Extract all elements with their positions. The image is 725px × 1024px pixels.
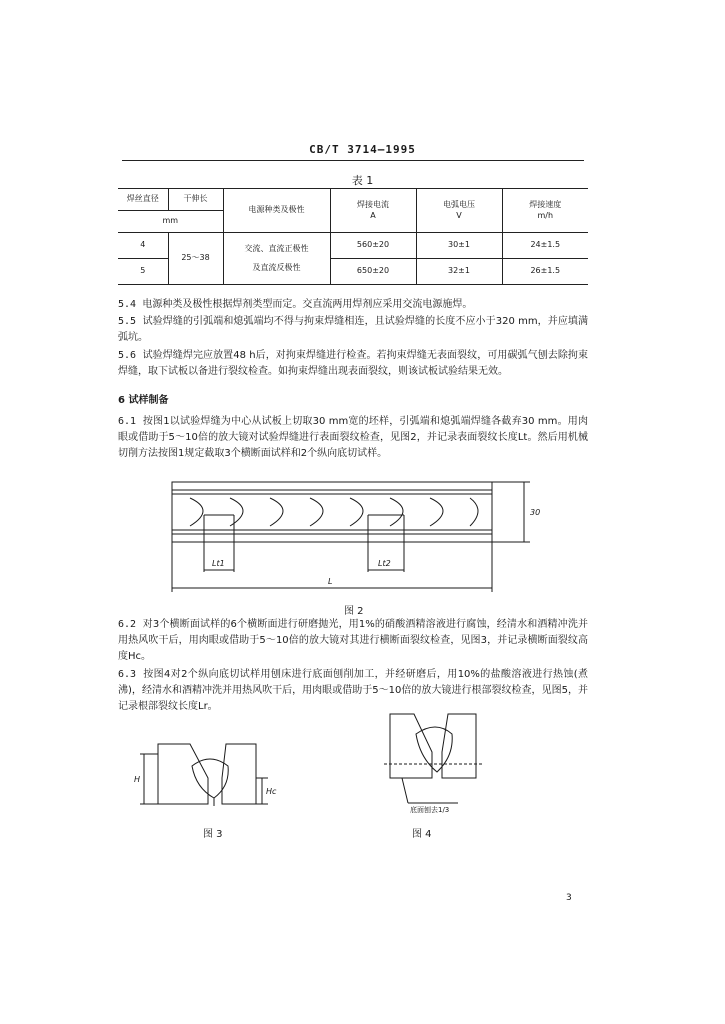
col-header-speed-unit: m/h — [537, 210, 554, 220]
standard-header: CB/T 3714—1995 — [309, 143, 416, 156]
page-number: 3 — [566, 893, 572, 903]
table-1 — [118, 188, 588, 285]
cell-power — [223, 233, 330, 285]
fig2-label-lt2: Lt2 — [378, 559, 391, 568]
cell-speed-2: 26±1.5 — [502, 259, 588, 285]
table1-caption: 表 1 — [351, 174, 374, 187]
col-header-current-unit: A — [370, 210, 376, 220]
clause-6-2-num: 6.2 — [118, 619, 137, 630]
figure-4 — [380, 708, 530, 818]
fig3-label-h: H — [134, 775, 141, 784]
cell-current-2: 650±20 — [330, 259, 416, 285]
figure-4-caption: 图 4 — [412, 829, 432, 840]
fig3-label-hc: Hc — [266, 787, 277, 796]
col-header-power: 电源种类及极性 — [223, 189, 330, 233]
fig4-weld-bead — [416, 727, 452, 772]
col-header-speed — [502, 189, 588, 233]
col-header-stickout: 干伸长 — [168, 189, 223, 211]
clause-5-5-text: 试验焊缝的引弧端和熄弧端均不得与拘束焊缝相连，且试验焊缝的长度不应小于320 mm，并应填满弧坑。 — [118, 316, 589, 343]
unit-mm: mm — [118, 211, 223, 233]
section-6-title: 6 试样制备 — [118, 395, 169, 406]
clause-5-4-text: 电源种类及极性根据焊剂类型而定。交直流两用焊剂应采用交流电源施焊。 — [142, 299, 473, 310]
figure-2-caption: 图 2 — [344, 606, 364, 617]
fig3-right-plate — [222, 744, 256, 804]
cell-diameter-1: 4 — [118, 233, 168, 259]
clause-6-1-num: 6.1 — [118, 416, 137, 427]
fig4-right-plate — [442, 714, 476, 778]
fig4-leader — [402, 778, 408, 803]
clause-5-6-text: 试验焊缝焊完应放置48 h后，对拘束焊缝进行检查。若拘束焊缝无表面裂纹，可用碳弧气刨去除拘束焊缝，取下试板以备进行裂纹检查。如拘束焊缝出现表面裂纹，则该试板试验结果无效。 — [118, 350, 588, 377]
figure-2 — [0, 470, 725, 610]
col-header-speed-label: 焊接速度 — [529, 199, 562, 209]
fig2-weld-ripples — [190, 498, 478, 526]
cell-stickout: 25～38 — [168, 233, 223, 285]
col-header-voltage-label: 电弧电压 — [443, 199, 475, 209]
clause-6-3-text: 按图4对2个纵向底切试样用刨床进行底面刨削加工，并经研磨后，用10%的盐酸溶液进行热蚀(煮沸)，经清水和酒精冲洗并用热风吹干后，用肉眼或借助于5～10倍的放大镜进行根部裂纹检查，见图5，并记录根部裂纹长度Lr。 — [118, 669, 588, 712]
clause-6-2-text: 对3个横断面试样的6个横断面进行研磨抛光，用1%的硝酸酒精溶液进行腐蚀，经清水和酒精冲洗并用热风吹干后，用肉眼或借助于5～10倍的放大镜对其进行横断面裂纹检查，见图3，并记录横断面裂纹高度Hc。 — [118, 619, 588, 662]
fig2-specimen-outline — [172, 482, 492, 542]
cell-current-1: 560±20 — [330, 233, 416, 259]
fig2-label-width: 30 — [530, 508, 541, 517]
col-header-voltage — [416, 189, 502, 233]
col-header-current-label: 焊接电流 — [357, 199, 389, 209]
cell-power-line1: 交流、直流正极性 — [244, 243, 309, 253]
fig3-left-plate — [158, 744, 208, 804]
fig4-label-cut: 底面刨去1/3 — [410, 806, 450, 814]
figure-3 — [130, 728, 290, 828]
cell-voltage-2: 32±1 — [416, 259, 502, 285]
cell-diameter-2: 5 — [118, 259, 168, 285]
cell-speed-1: 24±1.5 — [502, 233, 588, 259]
clause-5-5 — [118, 314, 588, 346]
clause-5-6 — [118, 348, 588, 380]
cell-power-line2: 及直流反极性 — [252, 262, 301, 272]
clause-5-5-num: 5.5 — [118, 316, 137, 327]
clause-6-1-text: 按图1以试验焊缝为中心从试板上切取30 mm宽的坯样，引弧端和熄弧端焊缝各截弃30 mm。用肉眼或借助于5～10倍的放大镜对试验焊缝进行表面裂纹检查，见图2，并记录表面裂纹长度Lt。然后用机械切削方法按图1规定截取3个横断面试样和2个纵向底切试样。 — [118, 416, 588, 459]
col-header-voltage-unit: V — [456, 210, 462, 220]
clause-5-4 — [118, 297, 588, 313]
col-header-diameter: 焊丝直径 — [118, 189, 168, 211]
cell-voltage-1: 30±1 — [416, 233, 502, 259]
figure-3-caption: 图 3 — [203, 829, 223, 840]
clause-5-4-num: 5.4 — [118, 299, 137, 310]
fig2-label-lt1: Lt1 — [212, 559, 225, 568]
clause-6-3-num: 6.3 — [118, 669, 137, 680]
fig4-left-plate — [390, 714, 432, 778]
fig3-weld-bead — [192, 759, 228, 798]
clause-6-2 — [118, 617, 588, 665]
fig2-label-l: L — [328, 577, 333, 586]
clause-5-6-num: 5.6 — [118, 350, 137, 361]
clause-6-1 — [118, 414, 588, 462]
col-header-current — [330, 189, 416, 233]
header-rule — [122, 160, 584, 161]
